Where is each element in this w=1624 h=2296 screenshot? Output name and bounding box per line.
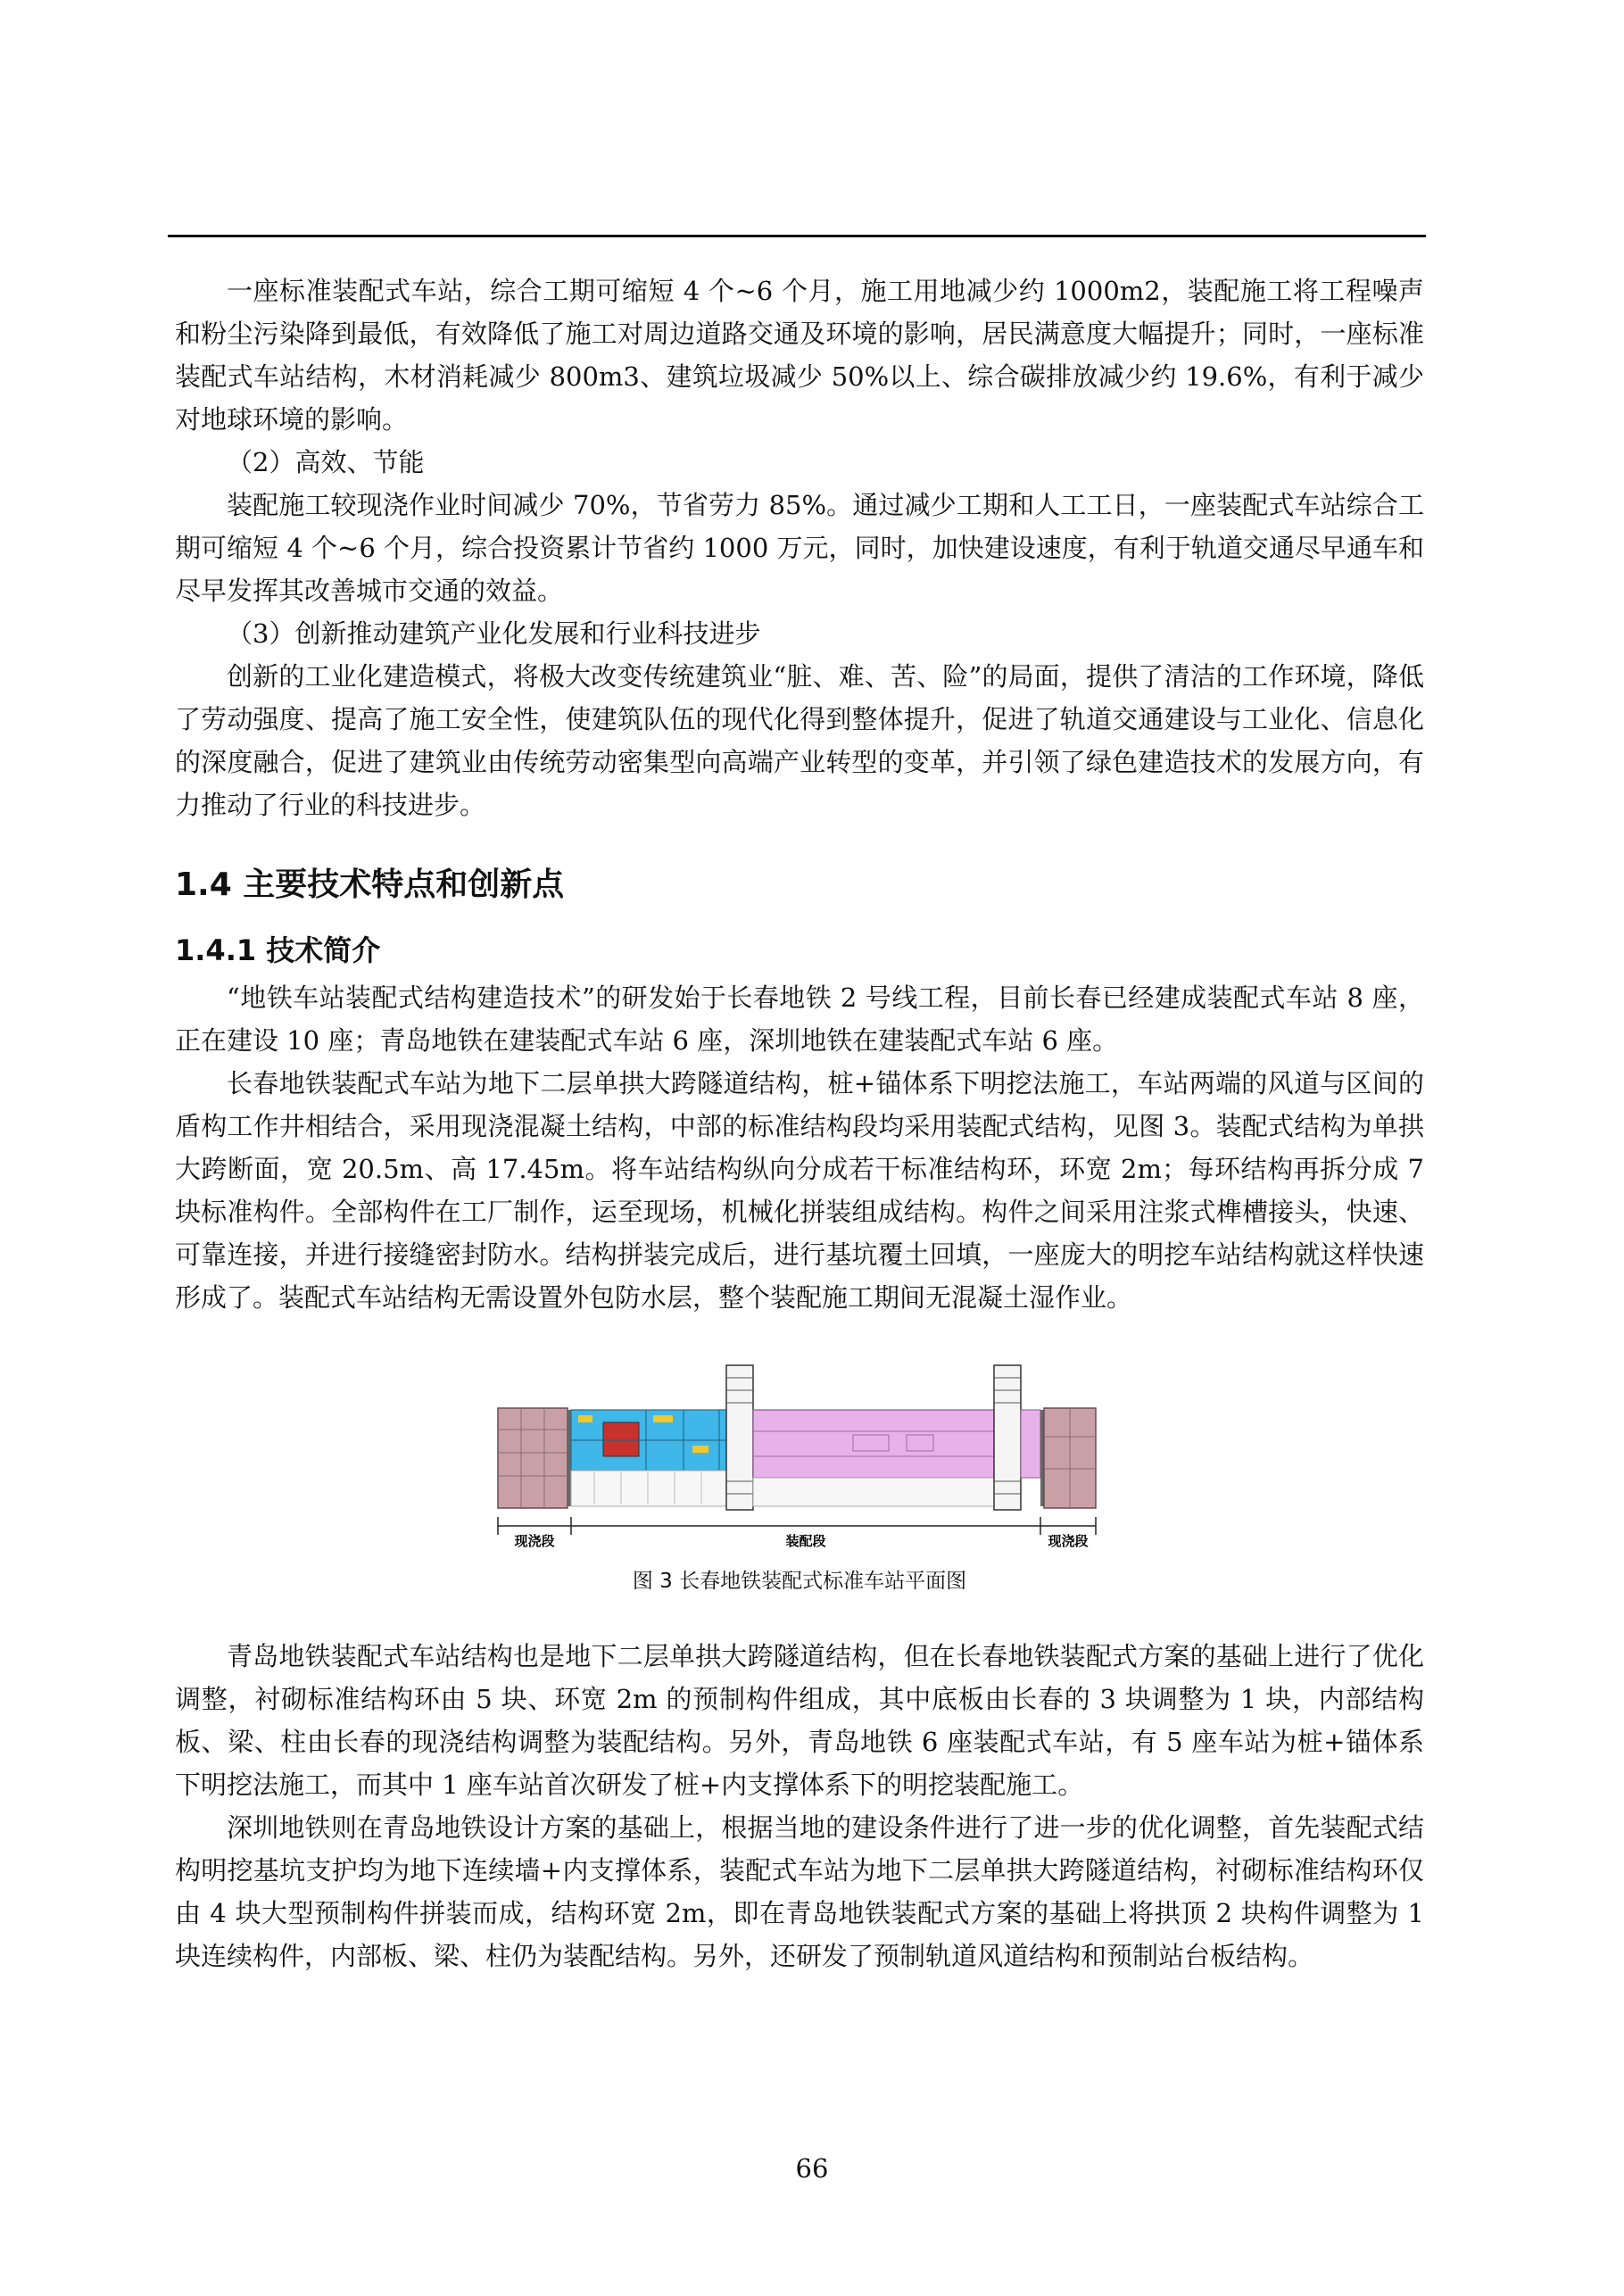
paragraph-innovation: 创新的工业化建造模式，将极大改变传统建筑业“脏、难、苦、险”的局面，提供了清洁的工作环境，降低了劳动强度、提高了施工安全性，使建筑队伍的现代化得到整体提升，促进了轨道交通建设与工业化、信息化的深度融合，促进了建筑业由传统劳动密集型向高端产业转型的变革，并引领了绿色建造技术的发展方向，有力推动了行业的科技进步。 [175,661,1424,820]
prefab-end [1021,1410,1040,1478]
page-content [175,269,1424,1977]
paragraph-qingdao: 青岛地铁装配式车站结构也是地下二层单拱大跨隧道结构，但在长春地铁装配式方案的基础上进行了优化调整，衬砌标准结构环由 5 块、环宽 2m 的预制构件组成，其中底板由长春的 3 块调整为 1 块，内部结构板、梁、柱由长春的现浇结构调整为装配结构。另外，青岛地铁 6 座装配式车站，有 5 座车站为桩+锚体系下明挖法施工，而其中 1 座车站首次研发了桩+内支撑体系下的明挖装配施工。 [175,1641,1424,1800]
subheading-innovation: （3）创新推动建筑产业化发展和行业科技进步 [227,618,761,649]
label-right-cast: 现浇段 [1048,1533,1089,1549]
section-heading: 1.4 主要技术特点和创新点 [175,866,565,903]
paragraph-environment: 一座标准装配式车站，综合工期可缩短 4 个~6 个月，施工用地减少约 1000m2，装配施工将工程噪声和粉尘污染降到最低，有效降低了施工对周边道路交通及环境的影响，居民满意度大幅提升；同时，一座标准装配式车站结构，木材消耗减少 800m3、建筑垃圾减少 50%以上、综合碳排放减少约 19.6%，有利于减少对地球环境的影响。 [175,276,1424,435]
figure-station-plan [175,1356,1424,1597]
paragraph-changchun: 长春地铁装配式车站为地下二层单拱大跨隧道结构，桩+锚体系下明挖法施工，车站两端的风道与区间的盾构工作井相结合，采用现浇混凝土结构，中部的标准结构段均采用装配式结构，见图 3。装配式结构为单拱大跨断面，宽 20.5m、高 17.45m。将车站结构纵向分成若干标准结构环，环宽 2m；每环结构再拆分成 7 块标准构件。全部构件在工厂制作，运至现场，机械化拼装组成结构。构件之间采用注浆式榫槽接头，快速、可靠连接，并进行接缝密封防水。结构拼装完成后，进行基坑覆土回填，一座庞大的明挖车站结构就这样快速形成了。装配式车站结构无需设置外包防水层，整个装配施工期间无混凝土湿作业。 [175,1068,1424,1313]
header-rule [168,235,1426,237]
prefab-zone [753,1410,994,1478]
subheading-efficiency: （2）高效、节能 [227,447,425,477]
label-prefab: 装配段 [785,1533,826,1549]
subsection-heading: 1.4.1 技术简介 [175,933,381,967]
prefab-open-area [753,1478,994,1506]
paragraph-intro: “地铁车站装配式结构建造技术”的研发始于长春地铁 2 号线工程，目前长春已经建成装配式车站 8 座，正在建设 10 座；青岛地铁在建装配式车站 6 座，深圳地铁在建装配式车站 6 座。 [175,982,1424,1056]
paragraph-shenzhen: 深圳地铁则在青岛地铁设计方案的基础上，根据当地的建设条件进行了进一步的优化调整，首先装配式结构明挖基坑支护均为地下连续墙+内支撑体系，装配式车站为地下二层单拱大跨隧道结构，衬砌标准结构环仅由 4 块大型预制构件拼装而成，结构环宽 2m，即在青岛地铁装配式方案的基础上将拱顶 2 块构件调整为 1 块连续构件，内部板、梁、柱仍为装配结构。另外，还研发了预制轨道风道结构和预制站台板结构。 [175,1812,1424,1971]
figure-caption: 图 3 长春地铁装配式标准车站平面图 [632,1570,967,1593]
left-cast-block [498,1408,568,1508]
station-plan-drawing [496,1356,1103,1553]
right-shaft [994,1365,1021,1510]
dimension-line [498,1517,1096,1535]
page-number: 66 [795,2153,829,2184]
platform-open-area [571,1471,750,1506]
paragraph-efficiency: 装配施工较现浇作业时间减少 70%，节省劳力 85%。通过减少工期和人工工日，一座装配式车站综合工期可缩短 4 个~6 个月，综合投资累计节省约 1000 万元，同时，加快建设速度，有利于轨道交通尽早通车和尽早发挥其改善城市交通的效益。 [175,490,1424,606]
label-left-cast: 现浇段 [514,1533,555,1549]
left-shaft [726,1365,753,1510]
equipment-room [603,1422,639,1456]
